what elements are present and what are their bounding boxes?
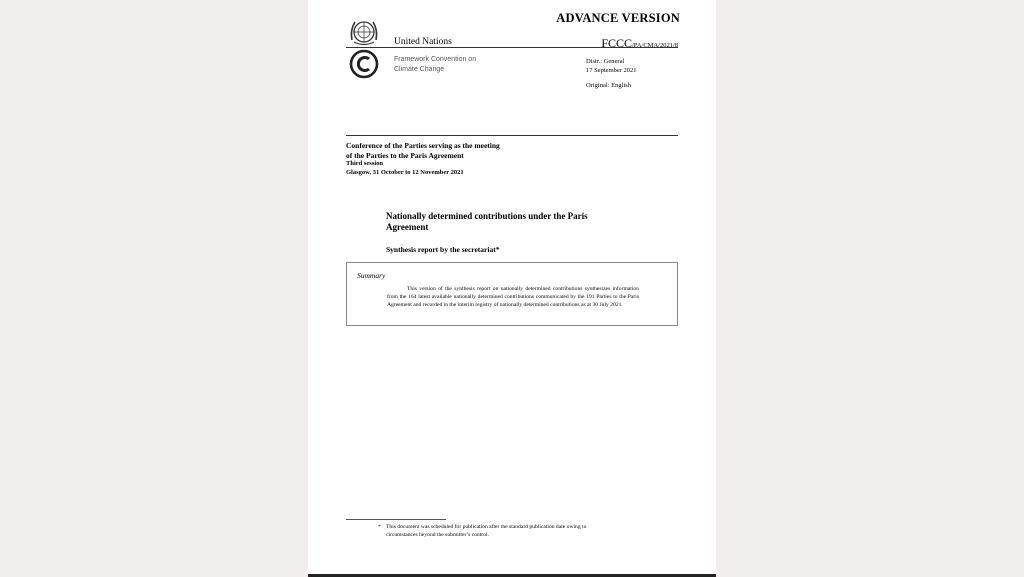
summary-label: Summary bbox=[357, 271, 386, 280]
un-name: United Nations bbox=[394, 37, 452, 47]
symbol-sub: /PA/CMA/2021/8 bbox=[632, 42, 678, 49]
summary-box bbox=[346, 262, 678, 326]
session-info bbox=[346, 160, 464, 177]
conference-line2: of the Parties to the Paris Agreement bbox=[346, 151, 464, 160]
footnote-text: This document was scheduled for publication after the standard publication date owing to circumstances beyond the submitter’s control. bbox=[386, 524, 587, 538]
climate-change-logo-icon bbox=[346, 49, 382, 79]
document-title: Nationally determined contributions under the Paris Agreement bbox=[386, 211, 588, 232]
document-symbol bbox=[601, 34, 678, 52]
document-subtitle: Synthesis report by the secretariat* bbox=[386, 245, 500, 254]
convention-name-line2: Climate Change bbox=[394, 66, 445, 73]
session-number: Third session bbox=[346, 160, 384, 167]
conference-line1: Conference of the Parties serving as the meeting bbox=[346, 141, 500, 150]
footnote-rule bbox=[346, 519, 446, 520]
symbol-main: FCCC bbox=[601, 36, 632, 50]
summary-text: This version of the synthesis report on nationally determined contributions synthesizes information from the 164 latest available nationally determined contributions communicated by the 191 Parties to the Paris Agreement and recorded in the interim registry of nationally determined contributions as at 30 July 2021. bbox=[387, 286, 639, 308]
convention-name bbox=[394, 55, 476, 75]
session-place-date: Glasgow, 31 October to 12 November 2021 bbox=[346, 168, 464, 176]
footnote bbox=[378, 523, 618, 539]
advance-version-label: ADVANCE VERSION bbox=[556, 11, 680, 25]
original-language: Original: English bbox=[586, 82, 631, 89]
distribution-info bbox=[586, 57, 637, 75]
publication-date: 17 September 2021 bbox=[586, 67, 637, 74]
footnote-mark: * bbox=[378, 524, 381, 530]
document-page bbox=[308, 0, 716, 577]
header-rule bbox=[346, 47, 678, 48]
section-rule bbox=[346, 135, 678, 136]
un-emblem-icon bbox=[346, 18, 382, 48]
convention-name-line1: Framework Convention on bbox=[394, 56, 477, 63]
conference-heading bbox=[346, 141, 500, 161]
distribution: Distr.: General bbox=[586, 58, 625, 65]
